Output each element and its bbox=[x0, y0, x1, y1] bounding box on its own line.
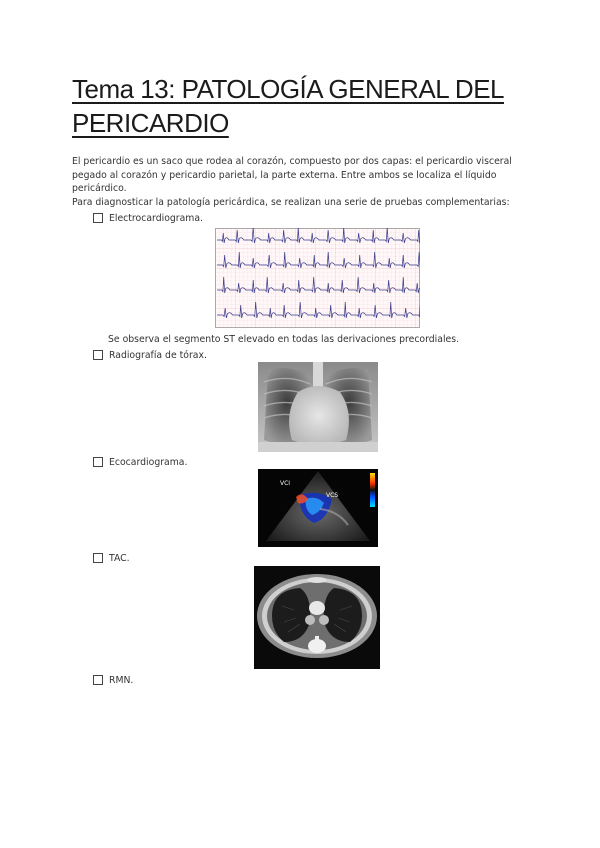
echo-label-vci: VCI bbox=[280, 480, 291, 487]
ct-scan-image bbox=[254, 566, 380, 669]
page-title bbox=[72, 72, 532, 140]
title-line-2: PERICARDIO bbox=[72, 108, 229, 138]
lead-paragraph: Para diagnosticar la patología pericárdica, se realizan una serie de pruebas complementarias: bbox=[72, 197, 510, 208]
chest-xray-image bbox=[258, 362, 378, 452]
checklist-item-echo[interactable] bbox=[93, 456, 187, 468]
checkbox-icon[interactable] bbox=[93, 213, 103, 223]
checklist-item-mri[interactable] bbox=[93, 674, 133, 686]
checklist-item-xray[interactable] bbox=[93, 349, 207, 361]
checkbox-icon[interactable] bbox=[93, 457, 103, 467]
echo-label-vcs: VCS bbox=[326, 492, 339, 499]
intro-paragraph: El pericardio es un saco que rodea al corazón, compuesto por dos capas: el pericardio visceral pegado al corazón y pericardio parietal, la parte externa. Entre ambos se localiza el líquido pericárdico. bbox=[72, 156, 512, 195]
echocardiogram-image bbox=[258, 469, 378, 547]
checklist-item-ecg[interactable] bbox=[93, 212, 203, 224]
ecg-caption: Se observa el segmento ST elevado en todas las derivaciones precordiales. bbox=[108, 334, 460, 345]
title-line-1: Tema 13: PATOLOGÍA GENERAL DEL bbox=[72, 74, 504, 104]
checkbox-icon[interactable] bbox=[93, 553, 103, 563]
checklist-item-ct[interactable] bbox=[93, 552, 130, 564]
checkbox-icon[interactable] bbox=[93, 350, 103, 360]
checklist-label: TAC. bbox=[109, 552, 130, 564]
checklist-label: Ecocardiograma. bbox=[109, 456, 188, 468]
checklist-label: Radiografía de tórax. bbox=[109, 349, 207, 361]
checklist-label: Electrocardiograma. bbox=[109, 212, 204, 224]
ecg-image bbox=[215, 228, 420, 328]
checkbox-icon[interactable] bbox=[93, 675, 103, 685]
checklist-label: RMN. bbox=[109, 674, 134, 686]
